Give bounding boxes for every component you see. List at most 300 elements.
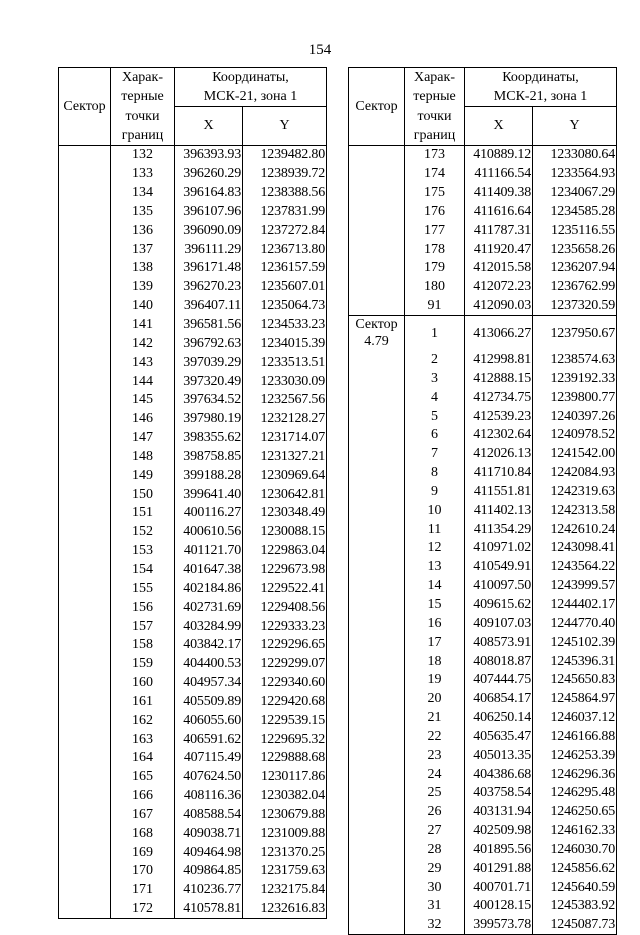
table-row <box>59 824 327 843</box>
point-number-cell: 144 <box>111 372 175 391</box>
header-x: X <box>465 107 533 146</box>
sector-cell <box>59 617 111 636</box>
sector-cell <box>349 859 405 878</box>
table-row <box>59 579 327 598</box>
sector-cell <box>349 557 405 576</box>
table-row <box>349 557 617 576</box>
x-coordinate-cell: 398355.62 <box>175 428 243 447</box>
x-coordinate-cell: 407624.50 <box>175 767 243 786</box>
sector-cell <box>349 652 405 671</box>
sector-cell <box>59 749 111 768</box>
table-row <box>349 350 617 369</box>
y-coordinate-cell: 1229695.32 <box>243 730 327 749</box>
table-row <box>59 353 327 372</box>
sector-cell <box>349 183 405 202</box>
y-coordinate-cell: 1240978.52 <box>533 425 617 444</box>
point-number-cell: 166 <box>111 786 175 805</box>
y-coordinate-cell: 1245864.97 <box>533 689 617 708</box>
y-coordinate-cell: 1229420.68 <box>243 692 327 711</box>
sector-cell <box>59 372 111 391</box>
sector-cell <box>59 786 111 805</box>
table-row <box>349 296 617 315</box>
table-row <box>349 240 617 259</box>
y-coordinate-cell: 1241542.00 <box>533 444 617 463</box>
y-coordinate-cell: 1244770.40 <box>533 614 617 633</box>
x-coordinate-cell: 412734.75 <box>465 388 533 407</box>
x-coordinate-cell: 396171.48 <box>175 259 243 278</box>
header-coords-line2: МСК-21, зона 1 <box>493 89 588 104</box>
x-coordinate-cell: 411402.13 <box>465 501 533 520</box>
table-row <box>349 878 617 897</box>
sector-cell <box>349 576 405 595</box>
y-coordinate-cell: 1234585.28 <box>533 202 617 221</box>
table-row <box>59 240 327 259</box>
x-coordinate-cell: 396393.93 <box>175 145 243 164</box>
x-coordinate-cell: 411616.64 <box>465 202 533 221</box>
x-coordinate-cell: 411787.31 <box>465 221 533 240</box>
sector-cell <box>349 689 405 708</box>
x-coordinate-cell: 405013.35 <box>465 746 533 765</box>
table-row <box>59 504 327 523</box>
sector-cell <box>59 579 111 598</box>
point-number-cell: 21 <box>405 708 465 727</box>
sector-cell <box>349 821 405 840</box>
y-coordinate-cell: 1237950.67 <box>533 316 617 351</box>
table-row <box>349 202 617 221</box>
point-number-cell: 3 <box>405 369 465 388</box>
x-coordinate-cell: 412026.13 <box>465 444 533 463</box>
sector-cell <box>349 259 405 278</box>
y-coordinate-cell: 1229296.65 <box>243 635 327 654</box>
point-number-cell: 172 <box>111 899 175 918</box>
y-coordinate-cell: 1230088.15 <box>243 522 327 541</box>
x-coordinate-cell: 396270.23 <box>175 277 243 296</box>
point-number-cell: 167 <box>111 805 175 824</box>
header-sector: Сектор <box>349 68 405 146</box>
y-coordinate-cell: 1242610.24 <box>533 520 617 539</box>
x-coordinate-cell: 410097.50 <box>465 576 533 595</box>
point-number-cell: 27 <box>405 821 465 840</box>
point-number-cell: 168 <box>111 824 175 843</box>
point-number-cell: 142 <box>111 334 175 353</box>
table-row <box>349 183 617 202</box>
x-coordinate-cell: 410236.77 <box>175 880 243 899</box>
sector-cell <box>59 428 111 447</box>
sector-cell <box>349 595 405 614</box>
y-coordinate-cell: 1236157.59 <box>243 259 327 278</box>
table-row <box>349 145 617 164</box>
sector-cell <box>59 711 111 730</box>
point-number-cell: 32 <box>405 915 465 934</box>
y-coordinate-cell: 1238939.72 <box>243 164 327 183</box>
x-coordinate-cell: 396164.83 <box>175 183 243 202</box>
table-row <box>59 654 327 673</box>
sector-cell <box>59 259 111 278</box>
x-coordinate-cell: 409107.03 <box>465 614 533 633</box>
sector-cell <box>349 425 405 444</box>
table-row <box>59 334 327 353</box>
table-row <box>349 539 617 558</box>
table-row <box>349 897 617 916</box>
y-coordinate-cell: 1235116.55 <box>533 221 617 240</box>
x-coordinate-cell: 399641.40 <box>175 485 243 504</box>
y-coordinate-cell: 1238574.63 <box>533 350 617 369</box>
y-coordinate-cell: 1229888.68 <box>243 749 327 768</box>
table-row <box>349 652 617 671</box>
x-coordinate-cell: 406055.60 <box>175 711 243 730</box>
point-number-cell: 160 <box>111 673 175 692</box>
sector-cell <box>349 802 405 821</box>
point-number-cell: 145 <box>111 390 175 409</box>
y-coordinate-cell: 1230969.64 <box>243 466 327 485</box>
point-number-cell: 156 <box>111 598 175 617</box>
y-coordinate-cell: 1231759.63 <box>243 862 327 881</box>
point-number-cell: 15 <box>405 595 465 614</box>
sector-cell <box>349 897 405 916</box>
x-coordinate-cell: 397039.29 <box>175 353 243 372</box>
y-coordinate-cell: 1237320.59 <box>533 296 617 315</box>
point-number-cell: 13 <box>405 557 465 576</box>
table-row <box>349 727 617 746</box>
y-coordinate-cell: 1231714.07 <box>243 428 327 447</box>
x-coordinate-cell: 402731.69 <box>175 598 243 617</box>
sector-cell <box>349 614 405 633</box>
sector-cell <box>349 463 405 482</box>
x-coordinate-cell: 400128.15 <box>465 897 533 916</box>
sector-cell <box>59 504 111 523</box>
x-coordinate-cell: 403842.17 <box>175 635 243 654</box>
y-coordinate-cell: 1229673.98 <box>243 560 327 579</box>
point-number-cell: 10 <box>405 501 465 520</box>
point-number-cell: 179 <box>405 259 465 278</box>
x-coordinate-cell: 409864.85 <box>175 862 243 881</box>
point-number-cell: 155 <box>111 579 175 598</box>
sector-cell <box>349 240 405 259</box>
sector-cell <box>59 221 111 240</box>
table-row <box>349 708 617 727</box>
header-coords-line2: МСК-21, зона 1 <box>203 89 298 104</box>
y-coordinate-cell: 1245383.92 <box>533 897 617 916</box>
y-coordinate-cell: 1233513.51 <box>243 353 327 372</box>
x-coordinate-cell: 411551.81 <box>465 482 533 501</box>
y-coordinate-cell: 1242084.93 <box>533 463 617 482</box>
table-row <box>59 560 327 579</box>
x-coordinate-cell: 412302.64 <box>465 425 533 444</box>
coordinates-table-left <box>58 67 327 919</box>
table-row <box>59 390 327 409</box>
x-coordinate-cell: 409464.98 <box>175 843 243 862</box>
table-row <box>59 617 327 636</box>
x-coordinate-cell: 411409.38 <box>465 183 533 202</box>
sector-cell <box>349 388 405 407</box>
x-coordinate-cell: 407115.49 <box>175 749 243 768</box>
sector-cell <box>349 164 405 183</box>
point-number-cell: 12 <box>405 539 465 558</box>
sector-cell <box>59 899 111 918</box>
point-number-cell: 150 <box>111 485 175 504</box>
y-coordinate-cell: 1243098.41 <box>533 539 617 558</box>
y-coordinate-cell: 1239192.33 <box>533 369 617 388</box>
y-coordinate-cell: 1231327.21 <box>243 447 327 466</box>
sector-cell <box>59 880 111 899</box>
y-coordinate-cell: 1229340.60 <box>243 673 327 692</box>
table-row <box>349 425 617 444</box>
y-coordinate-cell: 1246296.36 <box>533 765 617 784</box>
point-number-cell: 175 <box>405 183 465 202</box>
y-coordinate-cell: 1243564.22 <box>533 557 617 576</box>
x-coordinate-cell: 399573.78 <box>465 915 533 934</box>
header-points-line4: границ <box>413 127 456 143</box>
y-coordinate-cell: 1230679.88 <box>243 805 327 824</box>
sector-cell <box>349 878 405 897</box>
y-coordinate-cell: 1236713.80 <box>243 240 327 259</box>
point-number-cell: 31 <box>405 897 465 916</box>
y-coordinate-cell: 1235658.26 <box>533 240 617 259</box>
table-row <box>59 786 327 805</box>
point-number-cell: 141 <box>111 315 175 334</box>
point-number-cell: 148 <box>111 447 175 466</box>
sector-cell <box>349 202 405 221</box>
sector-cell <box>349 145 405 164</box>
table-row <box>59 221 327 240</box>
table-row <box>59 202 327 221</box>
y-coordinate-cell: 1233030.09 <box>243 372 327 391</box>
sector-cell <box>59 805 111 824</box>
table-body-right <box>349 145 617 935</box>
sector-cell <box>59 466 111 485</box>
sector-cell <box>59 202 111 221</box>
sector-cell <box>59 598 111 617</box>
y-coordinate-cell: 1230348.49 <box>243 504 327 523</box>
sector-cell <box>59 315 111 334</box>
sector-cell <box>349 520 405 539</box>
point-number-cell: 6 <box>405 425 465 444</box>
sector-cell <box>59 296 111 315</box>
header-coordinates <box>465 68 617 107</box>
point-number-cell: 23 <box>405 746 465 765</box>
sector-cell <box>59 353 111 372</box>
x-coordinate-cell: 401647.38 <box>175 560 243 579</box>
sector-cell <box>59 730 111 749</box>
table-row <box>349 221 617 240</box>
x-coordinate-cell: 396260.29 <box>175 164 243 183</box>
y-coordinate-cell: 1245856.62 <box>533 859 617 878</box>
table-row <box>349 765 617 784</box>
x-coordinate-cell: 412998.81 <box>465 350 533 369</box>
x-coordinate-cell: 397980.19 <box>175 409 243 428</box>
point-number-cell: 17 <box>405 633 465 652</box>
table-row <box>59 145 327 164</box>
x-coordinate-cell: 408588.54 <box>175 805 243 824</box>
y-coordinate-cell: 1234067.29 <box>533 183 617 202</box>
y-coordinate-cell: 1233564.93 <box>533 164 617 183</box>
y-coordinate-cell: 1236207.94 <box>533 259 617 278</box>
x-coordinate-cell: 404386.68 <box>465 765 533 784</box>
point-number-cell: 153 <box>111 541 175 560</box>
table-row <box>349 915 617 934</box>
x-coordinate-cell: 413066.27 <box>465 316 533 351</box>
x-coordinate-cell: 410971.02 <box>465 539 533 558</box>
x-coordinate-cell: 396090.09 <box>175 221 243 240</box>
table-row <box>349 633 617 652</box>
x-coordinate-cell: 400701.71 <box>465 878 533 897</box>
sector-cell <box>349 444 405 463</box>
header-sector: Сектор <box>59 68 111 146</box>
sector-cell <box>349 296 405 315</box>
header-coords-line1: Координаты, <box>502 70 579 85</box>
sector-cell <box>59 145 111 164</box>
sector-cell <box>349 221 405 240</box>
sector-cell <box>59 654 111 673</box>
table-row <box>349 802 617 821</box>
point-number-cell: 4 <box>405 388 465 407</box>
table-row <box>349 840 617 859</box>
y-coordinate-cell: 1230117.86 <box>243 767 327 786</box>
table-row <box>349 164 617 183</box>
sector-cell <box>59 843 111 862</box>
y-coordinate-cell: 1246295.48 <box>533 784 617 803</box>
table-row <box>59 541 327 560</box>
point-number-cell: 11 <box>405 520 465 539</box>
y-coordinate-cell: 1246030.70 <box>533 840 617 859</box>
x-coordinate-cell: 397320.49 <box>175 372 243 391</box>
table-row <box>59 635 327 654</box>
y-coordinate-cell: 1234015.39 <box>243 334 327 353</box>
point-number-cell: 9 <box>405 482 465 501</box>
sector-cell: Сектор 4.79 <box>349 316 405 351</box>
sector-cell <box>349 784 405 803</box>
table-row <box>59 749 327 768</box>
table-row <box>349 407 617 426</box>
table-row <box>59 805 327 824</box>
sector-cell <box>59 541 111 560</box>
point-number-cell: 91 <box>405 296 465 315</box>
table-row <box>59 767 327 786</box>
table-row <box>349 784 617 803</box>
sector-cell <box>59 183 111 202</box>
table-row <box>59 466 327 485</box>
table-row <box>59 673 327 692</box>
table-row <box>349 689 617 708</box>
x-coordinate-cell: 412090.03 <box>465 296 533 315</box>
y-coordinate-cell: 1237272.84 <box>243 221 327 240</box>
point-number-cell: 154 <box>111 560 175 579</box>
y-coordinate-cell: 1246166.88 <box>533 727 617 746</box>
point-number-cell: 137 <box>111 240 175 259</box>
x-coordinate-cell: 401895.56 <box>465 840 533 859</box>
sector-cell <box>349 765 405 784</box>
y-coordinate-cell: 1235064.73 <box>243 296 327 315</box>
table-row <box>59 730 327 749</box>
point-number-cell: 178 <box>405 240 465 259</box>
y-coordinate-cell: 1229863.04 <box>243 541 327 560</box>
point-number-cell: 164 <box>111 749 175 768</box>
table-row <box>59 598 327 617</box>
table-row <box>349 482 617 501</box>
sector-cell <box>349 369 405 388</box>
point-number-cell: 174 <box>405 164 465 183</box>
header-x: X <box>175 107 243 146</box>
sector-cell <box>59 447 111 466</box>
table-row <box>349 520 617 539</box>
sector-cell <box>59 635 111 654</box>
point-number-cell: 132 <box>111 145 175 164</box>
x-coordinate-cell: 410889.12 <box>465 145 533 164</box>
table-row <box>59 183 327 202</box>
x-coordinate-cell: 411920.47 <box>465 240 533 259</box>
point-number-cell: 24 <box>405 765 465 784</box>
y-coordinate-cell: 1246037.12 <box>533 708 617 727</box>
sector-cell <box>59 692 111 711</box>
x-coordinate-cell: 397634.52 <box>175 390 243 409</box>
point-number-cell: 146 <box>111 409 175 428</box>
y-coordinate-cell: 1232175.84 <box>243 880 327 899</box>
x-coordinate-cell: 403131.94 <box>465 802 533 821</box>
sector-cell <box>349 727 405 746</box>
x-coordinate-cell: 411710.84 <box>465 463 533 482</box>
sector-cell <box>349 670 405 689</box>
point-number-cell: 28 <box>405 840 465 859</box>
point-number-cell: 30 <box>405 878 465 897</box>
y-coordinate-cell: 1245640.59 <box>533 878 617 897</box>
point-number-cell: 152 <box>111 522 175 541</box>
sector-cell <box>349 746 405 765</box>
point-number-cell: 7 <box>405 444 465 463</box>
sector-cell <box>59 673 111 692</box>
y-coordinate-cell: 1239482.80 <box>243 145 327 164</box>
sector-cell <box>59 164 111 183</box>
header-points-line3: точки <box>125 108 160 124</box>
table-row <box>349 316 617 351</box>
y-coordinate-cell: 1238388.56 <box>243 183 327 202</box>
header-coordinates <box>175 68 327 107</box>
x-coordinate-cell: 412888.15 <box>465 369 533 388</box>
header-points-bottom <box>111 107 175 146</box>
point-number-cell: 2 <box>405 350 465 369</box>
y-coordinate-cell: 1237831.99 <box>243 202 327 221</box>
header-y: Y <box>243 107 327 146</box>
table-row <box>59 428 327 447</box>
y-coordinate-cell: 1239800.77 <box>533 388 617 407</box>
header-points-line2: терные <box>413 89 456 105</box>
sector-cell <box>349 501 405 520</box>
header-points-bottom <box>405 107 465 146</box>
y-coordinate-cell: 1229299.07 <box>243 654 327 673</box>
y-coordinate-cell: 1242313.58 <box>533 501 617 520</box>
point-number-cell: 136 <box>111 221 175 240</box>
point-number-cell: 149 <box>111 466 175 485</box>
y-coordinate-cell: 1232567.56 <box>243 390 327 409</box>
y-coordinate-cell: 1246253.39 <box>533 746 617 765</box>
point-number-cell: 16 <box>405 614 465 633</box>
point-number-cell: 14 <box>405 576 465 595</box>
point-number-cell: 29 <box>405 859 465 878</box>
table-row <box>59 711 327 730</box>
point-number-cell: 165 <box>111 767 175 786</box>
y-coordinate-cell: 1245396.31 <box>533 652 617 671</box>
x-coordinate-cell: 396107.96 <box>175 202 243 221</box>
x-coordinate-cell: 406591.62 <box>175 730 243 749</box>
sector-cell <box>349 708 405 727</box>
header-points-line4: границ <box>121 127 164 143</box>
table-row <box>349 277 617 296</box>
sector-cell <box>59 240 111 259</box>
y-coordinate-cell: 1231370.25 <box>243 843 327 862</box>
sector-cell <box>59 824 111 843</box>
table-row <box>59 447 327 466</box>
table-row <box>349 859 617 878</box>
table-row <box>59 843 327 862</box>
